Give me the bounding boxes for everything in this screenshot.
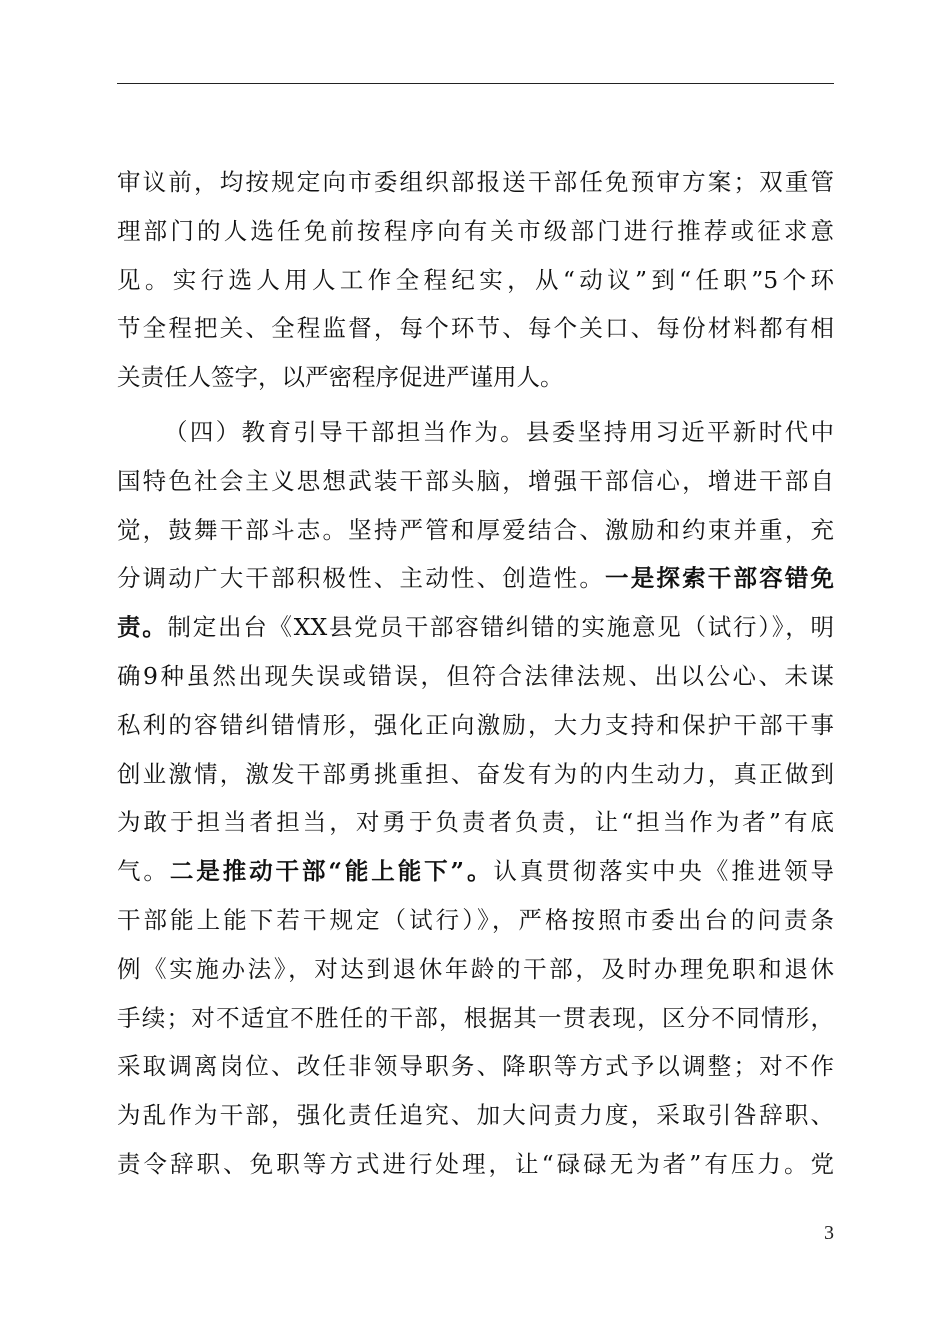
text-line	[117, 554, 834, 603]
header-rule	[117, 83, 834, 84]
text-line	[117, 1091, 834, 1140]
text-line	[117, 603, 834, 652]
text-line	[117, 207, 834, 256]
text-segment: 采取调离岗位、改任非领导职务、降职等方式予以调整；对不作	[117, 1052, 834, 1081]
text-segment: 私利的容错纠错情形，强化正向激励，大力支持和保护干部干事	[117, 710, 834, 739]
text-line	[117, 701, 834, 750]
page-number: 3	[824, 1222, 834, 1244]
text-segment: 审议前，均按规定向市委组织部报送干部任免预审方案；双重管	[117, 168, 834, 196]
text-line	[117, 506, 834, 555]
text-segment: 节全程把关、全程监督，每个环节、每个关口、每份材料都有相	[117, 314, 834, 343]
text-line	[117, 353, 834, 402]
text-segment: 觉，鼓舞干部斗志。坚持严管和厚爱结合、激励和约束并重，充	[117, 515, 834, 544]
text-line	[117, 750, 834, 799]
text-line	[117, 158, 834, 207]
text-line	[117, 304, 834, 353]
text-segment: 干部能上能下若干规定（试行）》，严格按照市委出台的问责条	[117, 905, 834, 934]
text-segment: 制定出台《XX县党员干部容错纠错的实施意见（试行）》，明	[167, 613, 835, 642]
text-segment: 确9种虽然出现失误或错误，但符合法律法规、出以公心、未谋	[117, 661, 834, 690]
body-text	[117, 158, 834, 1189]
text-segment: （四）教育引导干部担当作为。县委坚持用习近平新时代中	[164, 417, 834, 446]
bold-text-segment: 一是探索干部容错免	[605, 564, 835, 593]
text-segment: 例《实施办法》，对达到退休年龄的干部，及时办理免职和退休	[117, 954, 834, 983]
text-segment: 分调动广大干部积极性、主动性、创造性。	[117, 564, 606, 593]
text-line	[117, 945, 834, 994]
text-line	[117, 408, 834, 457]
text-segment: 创业激情，激发干部勇挑重担、奋发有为的内生动力，真正做到	[117, 759, 834, 788]
text-segment: 责令辞职、免职等方式进行处理，让“碌碌无为者”有压力。党	[117, 1149, 834, 1178]
text-line	[117, 457, 834, 506]
text-line	[117, 798, 834, 847]
text-line	[117, 256, 834, 305]
text-segment: 理部门的人选任免前按程序向有关市级部门进行推荐或征求意	[117, 216, 834, 245]
text-line	[117, 896, 834, 945]
text-segment: 为敢于担当者担当，对勇于负责者负责，让“担当作为者”有底	[117, 808, 834, 837]
text-segment: 见。实行选人用人工作全程纪实，从“动议”到“任职”5个环	[117, 265, 834, 294]
text-segment: 为乱作为干部，强化责任追究、加大问责力度，采取引咎辞职、	[117, 1101, 834, 1130]
text-line	[117, 1042, 834, 1091]
text-segment: 国特色社会主义思想武装干部头脑，增强干部信心，增进干部自	[117, 466, 834, 495]
text-segment: 认真贯彻落实中央《推进领导	[493, 857, 835, 886]
text-line	[117, 652, 834, 701]
text-line	[117, 847, 834, 896]
text-segment: 关责任人签字，以严密程序促进严谨用人。	[117, 363, 564, 392]
text-line	[117, 994, 834, 1043]
text-segment: 气。	[117, 857, 170, 886]
bold-text-segment: 二是推动干部“能上能下”。	[169, 857, 494, 886]
text-segment: 手续；对不适宜不胜任的干部，根据其一贯表现，区分不同情形，	[117, 1003, 834, 1032]
bold-text-segment: 责。	[117, 613, 168, 642]
text-line	[117, 1140, 834, 1189]
